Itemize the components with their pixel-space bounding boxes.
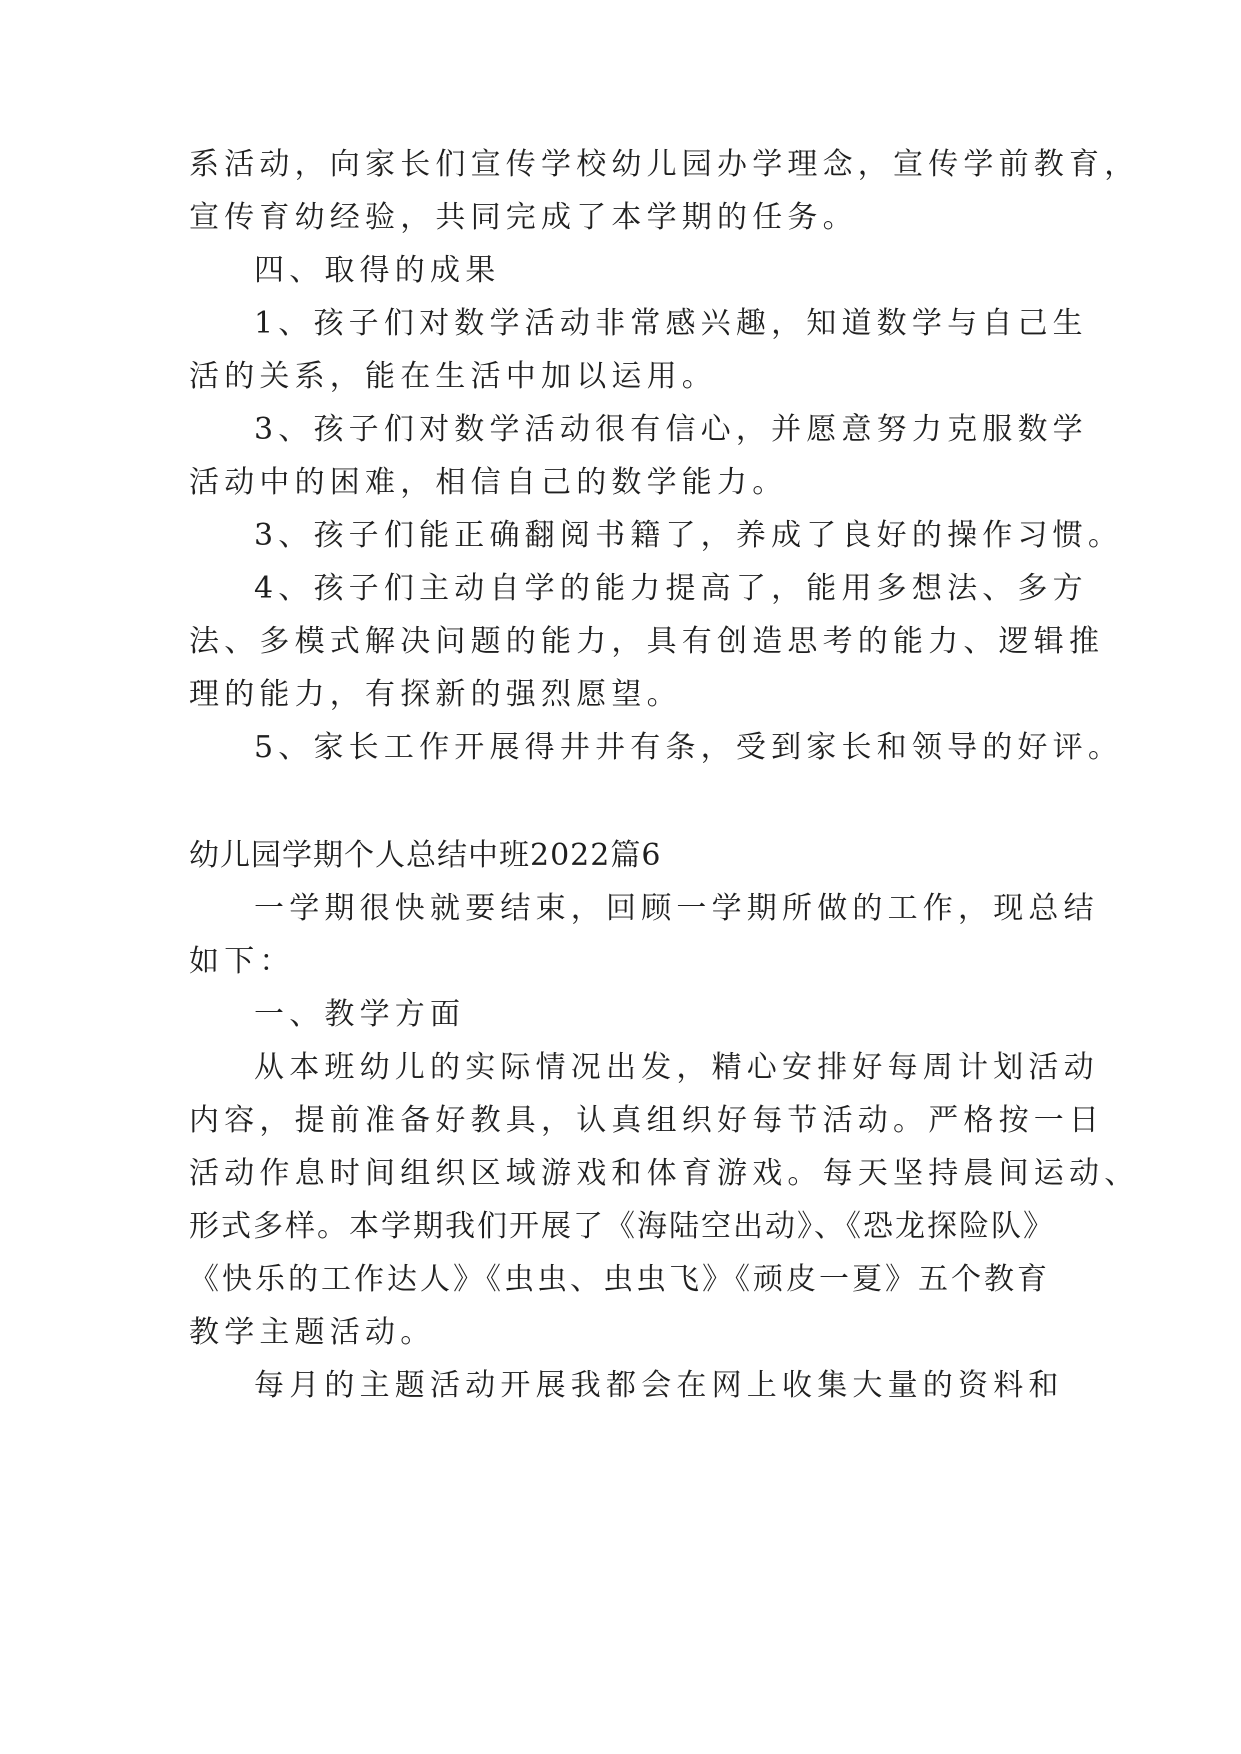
text-line: 5、家长工作开展得井井有条，受到家长和领导的好评。: [254, 730, 1124, 765]
text-line: 从本班幼儿的实际情况出发，精心安排好每周计划活动: [254, 1050, 1099, 1085]
text-line: 系活动，向家长们宣传学校幼儿园办学理念，宣传学前教育，: [189, 147, 1140, 182]
text-line: 四、取得的成果: [254, 253, 501, 288]
text-line: 一学期很快就要结束，回顾一学期所做的工作，现总结: [254, 891, 1099, 926]
text-line: 宣传育幼经验，共同完成了本学期的任务。: [189, 200, 858, 235]
text-line: 法、多模式解决问题的能力，具有创造思考的能力、逻辑推: [189, 624, 1105, 659]
text-line: 每月的主题活动开展我都会在网上收集大量的资料和: [254, 1368, 1064, 1403]
text-line: 形式多样。本学期我们开展了《海陆空出动》、《恐龙探险队》: [189, 1209, 1055, 1244]
text-line: 活动作息时间组织区域游戏和体育游戏。每天坚持晨间运动、: [189, 1156, 1140, 1191]
title-line: 幼儿园学期个人总结中班2022篇6: [189, 838, 662, 873]
text-line: 《快乐的工作达人》《虫虫、虫虫飞》《顽皮一夏》五个教育: [189, 1262, 1050, 1297]
text-line: 内容，提前准备好教具，认真组织好每节活动。严格按一日: [189, 1103, 1105, 1138]
text-line: 1、孩子们对数学活动非常感兴趣，知道数学与自己生: [254, 306, 1088, 341]
text-line: 一、教学方面: [254, 997, 466, 1032]
text-line: 活的关系，能在生活中加以运用。: [189, 359, 717, 394]
text-line: 3、孩子们能正确翻阅书籍了，养成了良好的操作习惯。: [254, 518, 1124, 553]
text-line: 3、孩子们对数学活动很有信心，并愿意努力克服数学: [254, 412, 1088, 447]
text-line: 活动中的困难，相信自己的数学能力。: [189, 465, 788, 500]
text-line: 理的能力，有探新的强烈愿望。: [189, 677, 682, 712]
text-line: 教学主题活动。: [189, 1315, 436, 1350]
text-line: 如下：: [189, 944, 295, 979]
text-line: 4、孩子们主动自学的能力提高了，能用多想法、多方: [254, 571, 1088, 606]
